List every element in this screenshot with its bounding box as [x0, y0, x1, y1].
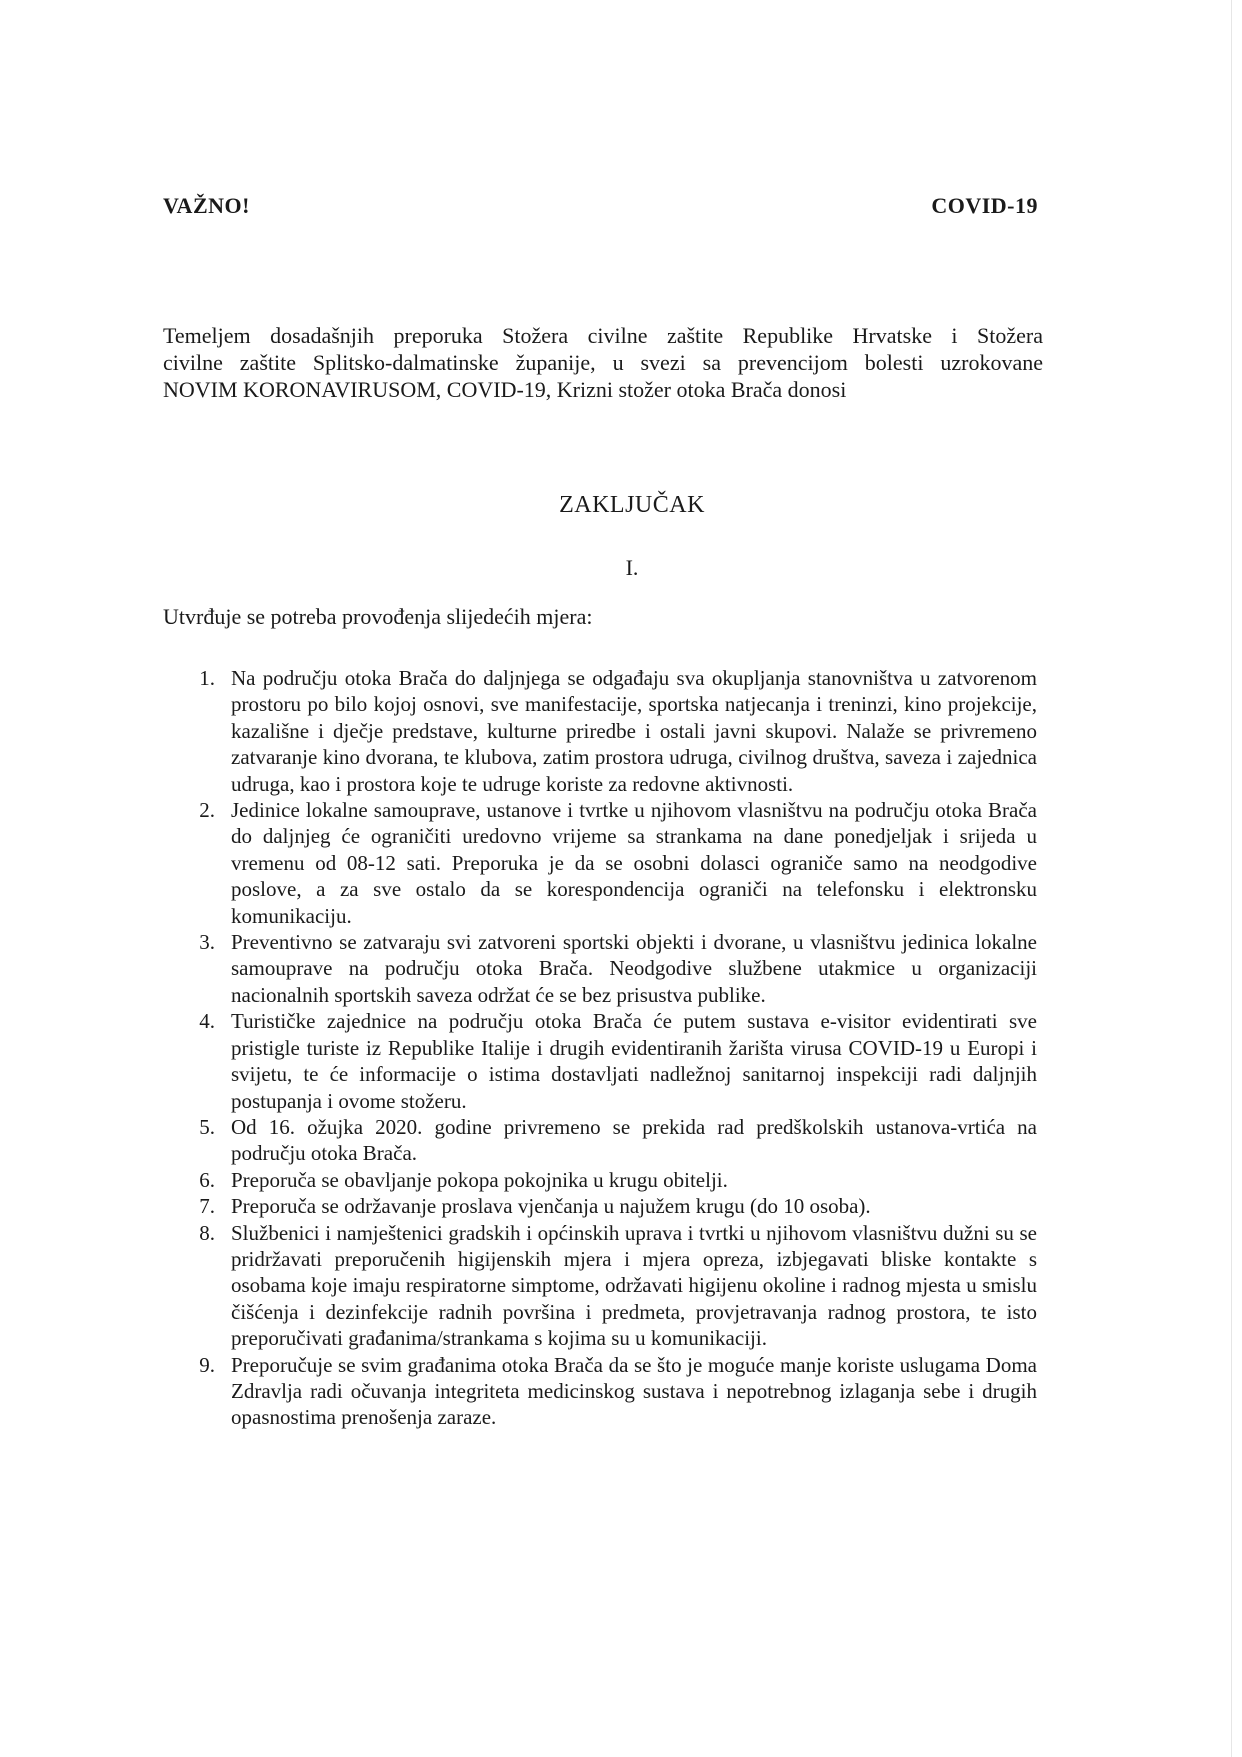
intro-line: NOVIM KORONAVIRUSOM, COVID-19, Krizni stožer otoka Brača donosi	[163, 377, 847, 402]
title-text: ZAKLJUČAK	[559, 492, 705, 518]
measure-number: 8.	[199, 1220, 215, 1245]
section-number-text: I.	[625, 555, 639, 580]
measure-text: Preventivno se zatvaraju svi zatvoreni sportski objekti i dvorane, u vlasništvu jedinica lokalne samouprave na području otoka Brača. Neodgodive službene utakmice u organizaciji nacionalnih sportskih saveza održat će se bez prisustva publike.	[231, 930, 1037, 1007]
measures-list	[187, 665, 1037, 1431]
measure-number: 2.	[199, 798, 215, 823]
document-title	[0, 492, 1242, 519]
measure-item	[187, 797, 1037, 929]
measure-number: 4.	[199, 1009, 215, 1034]
measure-number: 3.	[199, 930, 215, 955]
header-covid-label: COVID-19	[931, 193, 1038, 218]
measure-text: Na području otoka Brača do daljnjega se odgađaju sva okupljanja stanovništva u zatvorenom prostoru po bilo kojoj osnovi, sve manifestacije, sportska natjecanja i treninzi, kino projekcije, kazališne i dječje predstave, kulturne priredbe i ostali javni skupovi. Nalaže se privremeno zatvaranje kino dvorana, te klubova, zatim prostora udruga, civilnog društva, saveza i zajednica udruga, kao i prostora koje te udruge koriste za redovne aktivnosti.	[231, 666, 1037, 796]
measure-item	[187, 1193, 1037, 1219]
measure-text: Preporučuje se svim građanima otoka Brača da se što je moguće manje koriste uslugama Doma Zdravlja radi očuvanja integriteta medicinskog sustava i nepotrebnog izlaganja sebe i drugih opasnostima prenošenja zaraze.	[231, 1352, 1037, 1430]
intro-paragraph	[163, 322, 1043, 403]
measure-text: Turističke zajednice na području otoka Brača će putem sustava e-visitor evidentirati sve pristigle turiste iz Republike Italije i drugih evidentiranih žarišta virusa COVID-19 u Europi i svijetu, te će informacije o istima dostavljati nadležnoj sanitarnoj inspekciji radi daljnjih postupanja i ovome stožeru.	[231, 1009, 1037, 1113]
measure-text: Od 16. ožujka 2020. godine privremeno se prekida rad predškolskih ustanova-vrtića na području otoka Brača.	[231, 1114, 1037, 1166]
measure-number: 5.	[199, 1114, 215, 1139]
measure-number: 6.	[199, 1167, 215, 1192]
measure-item	[187, 1114, 1037, 1167]
measure-item	[187, 1167, 1037, 1193]
measure-item	[187, 1352, 1037, 1431]
page-edge-line	[1231, 0, 1232, 1757]
header-important-label: VAŽNO!	[163, 193, 250, 218]
measure-item	[187, 1220, 1037, 1352]
measure-number: 7.	[199, 1194, 215, 1219]
measure-text: Službenici i namještenici gradskih i općinskih uprava i tvrtki u njihovom vlasništvu dužni su se pridržavati preporučenih higijenskih mjera i mjera opreza, izbjegavati bliske kontakte s osobama koje imaju respiratorne simptome, održavati higijenu okoline i radnog mjesta u smislu čišćenja i dezinfekcije radnih površina i predmeta, provjetravanja radnog prostora, te isto preporučivati građanima/strankama s kojima su u komunikaciji.	[231, 1220, 1037, 1351]
measure-text: Preporuča se obavljanje pokopa pokojnika u krugu obitelji.	[231, 1167, 728, 1192]
section-number	[0, 555, 1242, 581]
measure-number: 1.	[199, 666, 215, 690]
measure-item	[187, 665, 1037, 797]
measure-text: Preporuča se održavanje proslava vjenčanja u najužem krugu (do 10 osoba).	[231, 1194, 871, 1219]
intro-line: civilne zaštite Splitsko-dalmatinske županije, u svezi sa prevencijom bolesti uzrokovane	[163, 350, 1043, 375]
measure-text: Jedinice lokalne samouprave, ustanove i tvrtke u njihovom vlasništvu na području otoka Brača do daljnjeg će ograničiti uredovno vrijeme sa strankama na dane ponedjeljak i srijeda u vremenu od 08-12 sati. Preporuka je da se osobni dolasci ograniče samo na neodgodive poslove, a za sve ostalo da se korespondencija ograniči na telefonsku i elektronsku komunikaciju.	[231, 798, 1037, 928]
intro-line: Temeljem dosadašnjih preporuka Stožera civilne zaštite Republike Hrvatske i Stožera	[163, 323, 1043, 348]
lead-sentence: Utvrđuje se potreba provođenja slijedećih mjera:	[163, 604, 593, 629]
document-header	[163, 193, 1038, 219]
measure-item	[187, 929, 1037, 1008]
measure-number: 9.	[199, 1352, 215, 1377]
measure-item	[187, 1008, 1037, 1114]
